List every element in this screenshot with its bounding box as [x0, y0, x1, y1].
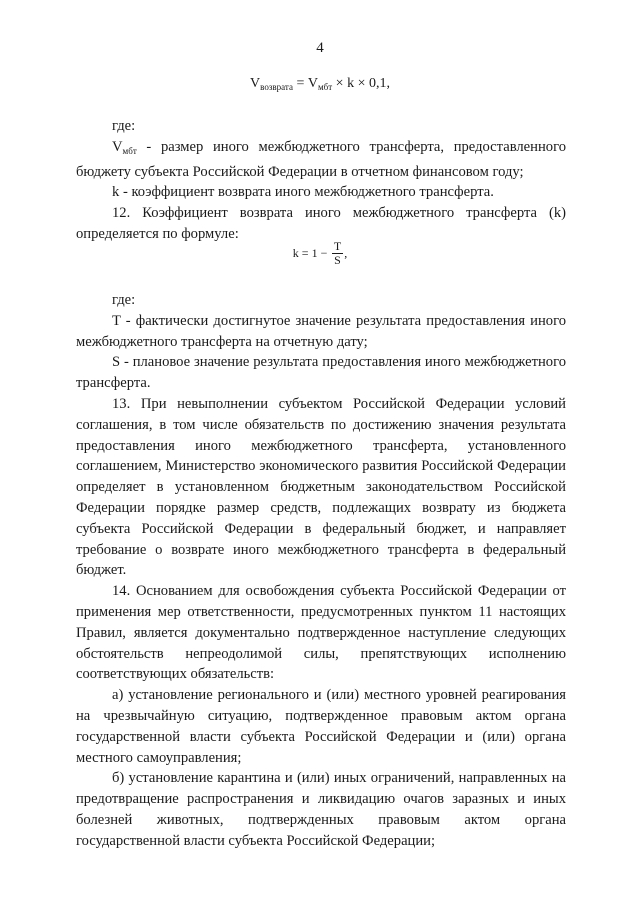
formula-equals: = V	[292, 76, 318, 91]
vmbt-text: - размер иного межбюджетного трансферта, предоставленного бюджету субъекта Российской Федерации в отчетном финансовом году;	[76, 138, 566, 180]
coefficient-formula	[0, 240, 640, 267]
vmbt-definition	[76, 137, 566, 183]
paragraph-14: 14. Основанием для освобождения субъекта Российской Федерации от применения мер ответственности, предусмотренных пунктом 11 настоящих Правил, является документально подтвержденное наступление следующих обстоятельств непреодолимой силы, препятствующих исполнению соответствующих обязательств:	[76, 583, 566, 683]
definitions-block-2	[76, 290, 566, 852]
t-definition: T - фактически достигнутое значение результата предоставления иного межбюджетного трансферта на отчетную дату;	[76, 312, 566, 350]
return-amount-formula	[0, 76, 640, 92]
where-label: где:	[112, 118, 136, 134]
vmbt-symbol: V	[112, 138, 123, 155]
k-definition: k - коэффициент возврата иного межбюджетного трансферта.	[112, 184, 494, 201]
formula-v-symbol: V	[250, 76, 261, 91]
formula-subscript-return: возврата	[260, 82, 293, 92]
where-label-2: где:	[112, 292, 136, 308]
formula-rest: × k × 0,1,	[332, 76, 390, 91]
vmbt-subscript: мбт	[122, 145, 137, 156]
paragraph-12: 12. Коэффициент возврата иного межбюджетного трансферта (k) определяется по формуле:	[76, 205, 566, 242]
coefficient-formula-left: k = 1 −	[292, 246, 328, 260]
definitions-block-1	[76, 116, 566, 245]
formula-fraction	[332, 240, 343, 267]
fraction-denominator: S	[334, 253, 341, 267]
formula-subscript-mbt: мбт	[317, 82, 333, 92]
paragraph-14-a: а) установление регионального и (или) местного уровней реагирования на чрезвычайную ситуацию, подтвержденное правовым актом органа государственной власти субъекта Российской Федерации и (или) органа местного самоуправления;	[76, 687, 566, 766]
paragraph-14-b: б) установление карантина и (или) иных ограничений, направленных на предотвращение распространения и ликвидацию очагов заразных и иных болезней животных, подтвержденных правовым актом органа государственной власти субъекта Российской Федерации;	[76, 770, 566, 849]
fraction-numerator: T	[333, 239, 342, 253]
coefficient-formula-tail: ,	[344, 246, 348, 260]
page-number: 4	[316, 40, 324, 56]
paragraph-13: 13. При невыполнении субъектом Российской Федерации условий соглашения, в том числе обязательств по достижению значения результата предоставления иного межбюджетного трансферта, установленного соглашением, Министерство экономического развития Российской Федерации определяет в установленном бюджетным законодательством Российской Федерации порядке размер средств, подлежащих возврату из бюджета субъекта Российской Федерации в федеральный бюджет, и направляет требование о возврате иного межбюджетного трансферта в федеральный бюджет.	[76, 395, 566, 579]
s-definition: S - плановое значение результата предоставления иного межбюджетного трансферта.	[76, 354, 566, 392]
